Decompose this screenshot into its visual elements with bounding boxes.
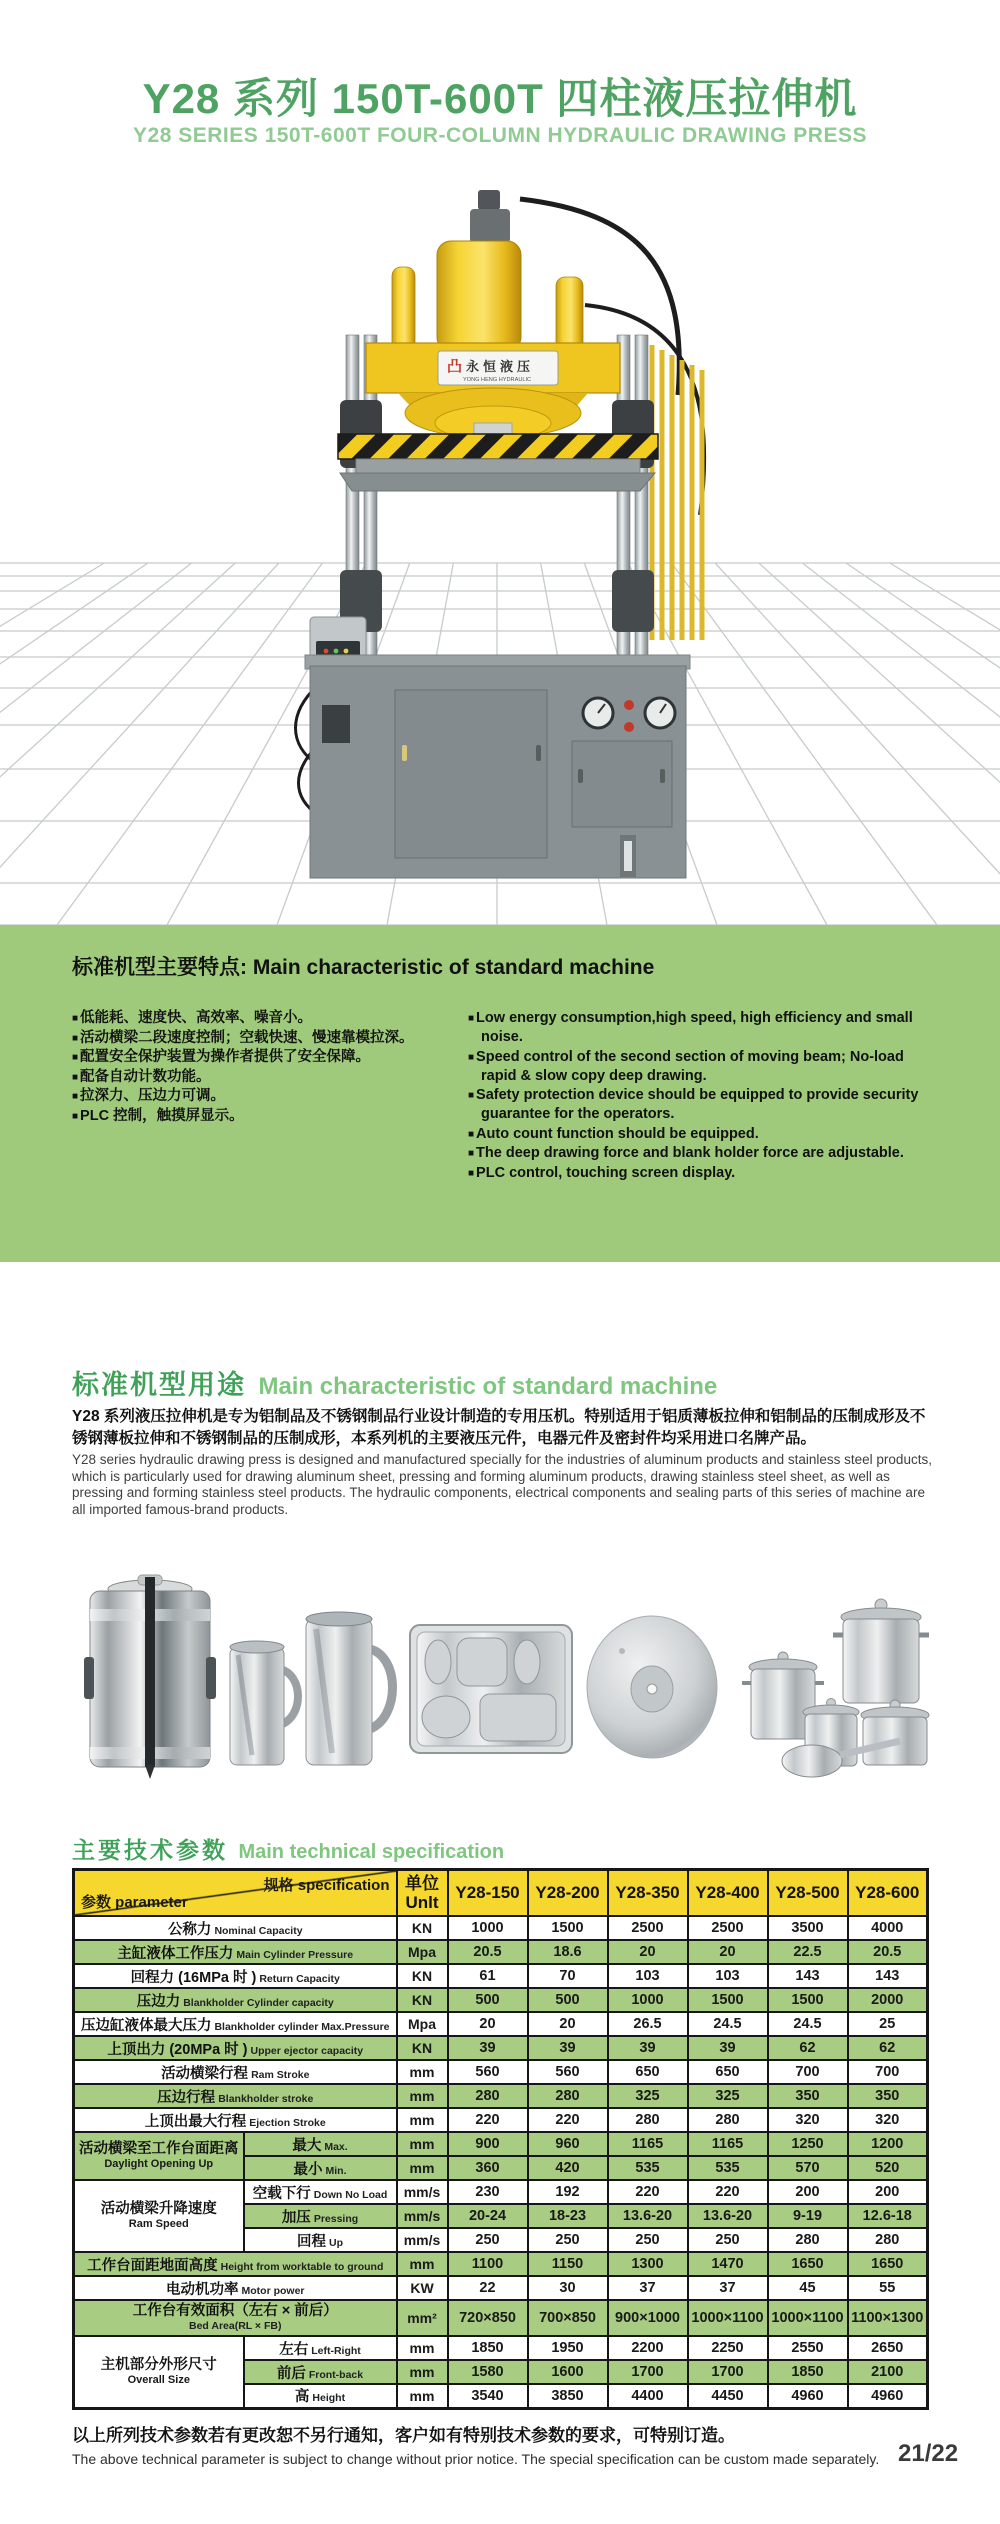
spec-value-cell: 200 — [848, 2180, 928, 2204]
spec-unit-cell: mm — [397, 2084, 448, 2108]
spec-value-cell: 650 — [608, 2060, 688, 2084]
spec-value-cell: 535 — [608, 2156, 688, 2180]
spec-unit-cell: mm/s — [397, 2180, 448, 2204]
spec-value-cell: 535 — [688, 2156, 768, 2180]
feature-item-cn: ■ 活动横梁二段速度控制；空载快速、慢速靠模拉深。 — [72, 1029, 414, 1046]
spec-value-cell: 350 — [848, 2084, 928, 2108]
bullet-square-icon: ■ — [72, 1052, 79, 1063]
spec-row — [74, 2180, 928, 2204]
spec-value-cell: 4000 — [848, 1916, 928, 1940]
feature-item-cn: ■ 配备自动计数功能。 — [72, 1068, 211, 1085]
spec-param-label: 左右 Left-Right — [244, 2336, 397, 2360]
spec-value-cell: 1100×1300 — [848, 2300, 928, 2336]
cabinet-door-main — [395, 690, 547, 858]
spec-value-cell: 1500 — [528, 1916, 608, 1940]
spec-unit-cell: Mpa — [397, 1940, 448, 1964]
spec-unit-cell: KN — [397, 1988, 448, 2012]
brand-name-en: YONG HENG HYDRAULIC — [463, 377, 532, 383]
spec-value-cell: 192 — [528, 2180, 608, 2204]
spec-value-cell: 1500 — [688, 1988, 768, 2012]
spec-value-cell: 55 — [848, 2276, 928, 2300]
spec-unit-cell: mm — [397, 2252, 448, 2276]
spec-row — [74, 2132, 928, 2156]
spec-title-en: Main technical specification — [238, 1841, 505, 1863]
spec-group-label: 主机部分外形尺寸 Overall Size — [74, 2336, 244, 2408]
spec-value-cell: 18-23 — [528, 2204, 608, 2228]
spec-unit-cell: mm — [397, 2384, 448, 2408]
spec-value-cell: 1850 — [448, 2336, 528, 2360]
spec-param-label: 回程力 (16MPa 时 ) Return Capacity — [74, 1964, 397, 1988]
spec-value-cell: 4960 — [848, 2384, 928, 2408]
feature-item-en: ■ PLC control, touching screen display. — [468, 1164, 736, 1181]
usage-paragraph-cn: Y28 系列液压拉伸机是专为铝制品及不锈钢制品行业设计制造的专用压机。特别适用于铝质薄板拉伸和铝制品的压制成形及不锈钢薄板拉伸和不锈钢制品的压制成形，本系列机的主要液压元件，电器元件及密封件均采用进口名牌产品。 — [72, 1408, 926, 1447]
spec-param-label: 最小 Min. — [244, 2156, 397, 2180]
spec-value-cell: 250 — [608, 2228, 688, 2252]
worktable — [340, 473, 655, 491]
spec-value-cell: 39 — [528, 2036, 608, 2060]
spec-value-cell: 700×850 — [528, 2300, 608, 2336]
spec-value-cell: 320 — [768, 2108, 848, 2132]
spec-value-cell: 900 — [448, 2132, 528, 2156]
spec-value-cell: 2500 — [688, 1916, 768, 1940]
spec-unit-cell: mm — [397, 2132, 448, 2156]
model-column-header: Y28-200 — [528, 1870, 608, 1917]
spec-value-cell: 20 — [528, 2012, 608, 2036]
spec-param-label: 回程 Up — [244, 2228, 397, 2252]
spec-value-cell: 280 — [688, 2108, 768, 2132]
spec-value-cell: 960 — [528, 2132, 608, 2156]
bullet-square-icon: ■ — [72, 1032, 79, 1044]
model-column-header: Y28-400 — [688, 1870, 768, 1917]
spec-value-cell: 4400 — [608, 2384, 688, 2408]
spec-unit-cell: KN — [397, 1916, 448, 1940]
product-pitcher-large — [306, 1612, 393, 1765]
spec-value-cell: 1000×1100 — [688, 2300, 768, 2336]
spec-value-cell: 350 — [768, 2084, 848, 2108]
spec-param-label: 主缸液体工作压力 Main Cylinder Pressure — [74, 1940, 397, 1964]
spec-value-cell: 280 — [448, 2084, 528, 2108]
spec-value-cell: 570 — [768, 2156, 848, 2180]
spec-value-cell: 360 — [448, 2156, 528, 2180]
spec-value-cell: 2000 — [848, 1988, 928, 2012]
spec-param-label: 上顶出力 (20MPa 时 ) Upper ejector capacity — [74, 2036, 397, 2060]
footer-note-cn: 以上所列技术参数若有更改恕不另行通知，客户如有特别技术参数的要求，可特别订造。 — [72, 2426, 735, 2445]
spec-param-label: 活动横梁行程 Ram Stroke — [74, 2060, 397, 2084]
spec-group-label: 活动横梁升降速度 Ram Speed — [74, 2180, 244, 2252]
machine-drawing — [296, 190, 705, 878]
spec-unit-cell: Mpa — [397, 2012, 448, 2036]
main-cylinder — [437, 241, 521, 351]
spec-value-cell: 26.5 — [608, 2012, 688, 2036]
spec-title-cn: 主要技术参数 — [72, 1837, 228, 1863]
spec-param-label: 压边缸液体最大压力 Blankholder cylinder Max.Pressure — [74, 2012, 397, 2036]
feature-item-cn: ■ 配置安全保护装置为操作者提供了安全保障。 — [72, 1049, 371, 1065]
spec-param-label: 压边行程 Blankholder stroke — [74, 2084, 397, 2108]
model-column-header: Y28-350 — [608, 1870, 688, 1917]
spec-value-cell: 3850 — [528, 2384, 608, 2408]
spec-value-cell: 45 — [768, 2276, 848, 2300]
spec-value-cell: 37 — [688, 2276, 768, 2300]
feature-item-en: ■ Safety protection device should be equipped to provide security guarantee for the operators. — [468, 1087, 919, 1122]
spec-value-cell: 62 — [768, 2036, 848, 2060]
spec-value-cell: 220 — [688, 2180, 768, 2204]
spec-corner-cell — [74, 1870, 397, 1917]
spec-row — [74, 2252, 928, 2276]
brand-logo-icon: 凸 — [447, 358, 463, 375]
spec-value-cell: 1650 — [848, 2252, 928, 2276]
product-insulated-barrel — [84, 1575, 216, 1779]
spec-value-cell: 1300 — [608, 2252, 688, 2276]
spec-param-label: 公称力 Nominal Capacity — [74, 1916, 397, 1940]
spec-value-cell: 1100 — [448, 2252, 528, 2276]
spec-value-cell: 200 — [768, 2180, 848, 2204]
brand-nameplate — [438, 351, 558, 385]
page-title: Y28 系列 150T-600T 四柱液压拉伸机 — [142, 75, 858, 122]
spec-value-cell: 520 — [848, 2156, 928, 2180]
spec-unit-cell: mm/s — [397, 2228, 448, 2252]
features-title-cn: 标准机型主要特点: — [72, 956, 247, 979]
spec-unit-cell: KW — [397, 2276, 448, 2300]
bullet-square-icon: ■ — [72, 1091, 79, 1102]
spec-value-cell: 1165 — [688, 2132, 768, 2156]
usage-title-cn: 标准机型用途 — [72, 1370, 246, 1400]
spec-value-cell: 220 — [608, 2180, 688, 2204]
bullet-square-icon: ■ — [468, 1090, 475, 1101]
product-photos — [0, 1565, 1000, 1790]
spec-value-cell: 62 — [848, 2036, 928, 2060]
feature-item-cn: ■ PLC 控制，触摸屏显示。 — [72, 1107, 244, 1124]
spec-unit-cell: mm — [397, 2156, 448, 2180]
spec-param-label: 最大 Max. — [244, 2132, 397, 2156]
side-cylinder-right — [556, 277, 583, 351]
spec-value-cell: 1600 — [528, 2360, 608, 2384]
spec-value-cell: 280 — [848, 2228, 928, 2252]
spec-param-label: 压边力 Blankholder Cylinder capacity — [74, 1988, 397, 2012]
product-compartment-tray — [410, 1625, 572, 1753]
cabinet-door-right — [572, 741, 672, 827]
features-section — [0, 925, 1000, 1262]
feature-item-cn: ■ 拉深力、压边力可调。 — [72, 1088, 226, 1104]
bullet-square-icon: ■ — [468, 1128, 475, 1140]
spec-param-label: 工作台面距地面高度 Height from worktable to ground — [74, 2252, 397, 2276]
spec-row — [74, 2060, 928, 2084]
spec-param-label: 上顶出最大行程 Ejection Stroke — [74, 2108, 397, 2132]
red-button — [624, 722, 634, 732]
feature-item-en: ■ Low energy consumption,high speed, high efficiency and small noise. — [468, 1010, 913, 1045]
spec-value-cell: 37 — [608, 2276, 688, 2300]
spec-value-cell: 650 — [688, 2060, 768, 2084]
spec-value-cell: 24.5 — [688, 2012, 768, 2036]
spec-value-cell: 1850 — [768, 2360, 848, 2384]
spec-unit-cell: mm — [397, 2060, 448, 2084]
spec-value-cell: 250 — [528, 2228, 608, 2252]
spec-param-label: 加压 Pressing — [244, 2204, 397, 2228]
spec-value-cell: 143 — [768, 1964, 848, 1988]
spec-value-cell: 13.6-20 — [688, 2204, 768, 2228]
spec-section-title — [72, 1832, 504, 1865]
spec-value-cell: 103 — [688, 1964, 768, 1988]
page-number: 21/22 — [898, 2440, 959, 2467]
spec-value-cell: 1165 — [608, 2132, 688, 2156]
spec-value-cell: 2100 — [848, 2360, 928, 2384]
spec-value-cell: 18.6 — [528, 1940, 608, 1964]
spec-value-cell: 30 — [528, 2276, 608, 2300]
spec-value-cell: 280 — [608, 2108, 688, 2132]
features-list-cn — [72, 1009, 462, 1126]
spec-value-cell: 900×1000 — [608, 2300, 688, 2336]
spec-row — [74, 2108, 928, 2132]
spec-row — [74, 2084, 928, 2108]
spec-value-cell: 1150 — [528, 2252, 608, 2276]
spec-value-cell: 39 — [688, 2036, 768, 2060]
spec-value-cell: 20.5 — [848, 1940, 928, 1964]
spec-value-cell: 280 — [528, 2084, 608, 2108]
spec-unit-cell: mm — [397, 2108, 448, 2132]
spec-unit-cell: mm — [397, 2360, 448, 2384]
spec-value-cell: 20.5 — [448, 1940, 528, 1964]
bullet-square-icon: ■ — [72, 1013, 79, 1024]
spec-value-cell: 1700 — [608, 2360, 688, 2384]
bullet-square-icon: ■ — [72, 1071, 79, 1083]
spec-value-cell: 1580 — [448, 2360, 528, 2384]
spec-table-header — [74, 1870, 928, 1917]
model-column-header: Y28-600 — [848, 1870, 928, 1917]
spec-value-cell: 20 — [688, 1940, 768, 1964]
feature-item-en: ■ The deep drawing force and blank holder force are adjustable. — [468, 1145, 904, 1161]
top-fitting — [478, 190, 500, 210]
cabinet-vent — [322, 705, 350, 743]
spec-row — [74, 1988, 928, 2012]
spec-value-cell: 250 — [448, 2228, 528, 2252]
spec-param-label: 高 Height — [244, 2384, 397, 2408]
spec-value-cell: 700 — [848, 2060, 928, 2084]
spec-value-cell: 70 — [528, 1964, 608, 1988]
spec-value-cell: 1000 — [448, 1916, 528, 1940]
spec-value-cell: 220 — [528, 2108, 608, 2132]
spec-value-cell: 1470 — [688, 2252, 768, 2276]
spec-unit-cell: mm — [397, 2336, 448, 2360]
bullet-square-icon: ■ — [468, 1167, 475, 1179]
spec-value-cell: 320 — [848, 2108, 928, 2132]
spec-value-cell: 1000×1100 — [768, 2300, 848, 2336]
spec-row — [74, 2012, 928, 2036]
spec-value-cell: 230 — [448, 2180, 528, 2204]
machine-cabinet — [305, 655, 690, 878]
spec-value-cell: 1950 — [528, 2336, 608, 2360]
model-column-header: Y28-500 — [768, 1870, 848, 1917]
spec-value-cell: 2650 — [848, 2336, 928, 2360]
moving-platen — [356, 459, 640, 473]
spec-value-cell: 103 — [608, 1964, 688, 1988]
spec-row — [74, 2300, 928, 2336]
spec-value-cell: 39 — [448, 2036, 528, 2060]
spec-value-cell: 560 — [448, 2060, 528, 2084]
spec-value-cell: 560 — [528, 2060, 608, 2084]
footer-note-en: The above technical parameter is subject to change without prior notice. The special specification can be custom made separately. — [72, 2451, 880, 2467]
bullet-square-icon: ■ — [468, 1051, 475, 1063]
bullet-square-icon: ■ — [72, 1110, 79, 1122]
feature-item-en: ■ Speed control of the second section of moving beam; No-load rapid & slow copy deep drawing. — [468, 1048, 904, 1084]
spec-value-cell: 12.6-18 — [848, 2204, 928, 2228]
spec-value-cell: 1200 — [848, 2132, 928, 2156]
spec-value-cell: 39 — [608, 2036, 688, 2060]
spec-value-cell: 1250 — [768, 2132, 848, 2156]
spec-value-cell: 250 — [688, 2228, 768, 2252]
usage-title-en: Main characteristic of standard machine — [258, 1373, 718, 1400]
spec-value-cell: 500 — [448, 1988, 528, 2012]
spec-value-cell: 25 — [848, 2012, 928, 2036]
spec-value-cell: 20 — [608, 1940, 688, 1964]
red-button — [624, 700, 634, 710]
feature-item-cn: ■ 低能耗、速度快、高效率、噪音小。 — [72, 1010, 313, 1026]
spec-value-cell: 61 — [448, 1964, 528, 1988]
spec-param-label: 工作台有效面积（左右 × 前后） Bed Area(RL × FB) — [74, 2300, 397, 2336]
spec-value-cell: 325 — [688, 2084, 768, 2108]
spec-param-label: 空载下行 Down No Load — [244, 2180, 397, 2204]
features-list-en — [468, 1009, 930, 1183]
side-cylinder-left — [392, 267, 415, 351]
bullet-square-icon: ■ — [468, 1148, 475, 1159]
spec-value-cell: 9-19 — [768, 2204, 848, 2228]
machine-photo — [0, 185, 1000, 925]
spec-unit-cell: mm/s — [397, 2204, 448, 2228]
features-title-en: Main characteristic of standard machine — [252, 956, 655, 979]
spec-row — [74, 2276, 928, 2300]
spec-unit-cell: mm² — [397, 2300, 448, 2336]
model-column-header: Y28-150 — [448, 1870, 528, 1917]
usage-section-title — [72, 1363, 952, 1402]
product-disc-blank — [587, 1616, 717, 1758]
spec-value-cell: 3500 — [768, 1916, 848, 1940]
spec-row — [74, 1916, 928, 1940]
feature-item-en: ■ Auto count function should be equipped. — [468, 1125, 759, 1142]
spec-table — [72, 1868, 929, 2410]
spec-value-cell: 325 — [608, 2084, 688, 2108]
spec-param-label: 前后 Front-back — [244, 2360, 397, 2384]
spec-value-cell: 1700 — [688, 2360, 768, 2384]
spec-group-label: 活动横梁至工作台面距离 Daylight Opening Up — [74, 2132, 244, 2180]
product-mug-small — [230, 1641, 298, 1765]
spec-row — [74, 1964, 928, 1988]
spec-unit-cell: KN — [397, 1964, 448, 1988]
spec-value-cell: 24.5 — [768, 2012, 848, 2036]
spec-value-cell: 220 — [448, 2108, 528, 2132]
corner-spec-label: 规格 specification — [263, 1877, 390, 1894]
page-subtitle: Y28 SERIES 150T-600T FOUR-COLUMN HYDRAULIC DRAWING PRESS — [133, 124, 867, 147]
corner-param-label: 参数 parameter — [81, 1894, 188, 1911]
spec-value-cell: 700 — [768, 2060, 848, 2084]
brand-name-cn: 永恒液压 — [466, 359, 535, 374]
spec-value-cell: 4450 — [688, 2384, 768, 2408]
spec-value-cell: 1650 — [768, 2252, 848, 2276]
spec-value-cell: 2250 — [688, 2336, 768, 2360]
spec-value-cell: 420 — [528, 2156, 608, 2180]
spec-row — [74, 1940, 928, 1964]
cylinder-neck — [470, 209, 510, 243]
features-title — [72, 951, 654, 981]
spec-value-cell: 4960 — [768, 2384, 848, 2408]
spec-value-cell: 280 — [768, 2228, 848, 2252]
usage-paragraph-en: Y28 series hydraulic drawing press is designed and manufactured specially for the industries of aluminum products and stainless steel products, which is particularly used for drawing aluminum sheet, pressing and forming aluminum products, drawing stainless steel sheet, as well as pressing and forming stainless steel products. The hydraulic components, electrical components and sealing parts of this series of machine are all imported famous-brand products. — [72, 1452, 932, 1517]
spec-value-cell: 22.5 — [768, 1940, 848, 1964]
spec-value-cell: 2200 — [608, 2336, 688, 2360]
spec-value-cell: 20 — [448, 2012, 528, 2036]
spec-value-cell: 143 — [848, 1964, 928, 1988]
spec-value-cell: 720×850 — [448, 2300, 528, 2336]
spec-value-cell: 1000 — [608, 1988, 688, 2012]
unit-column-header: 单位 Unlt — [397, 1870, 448, 1917]
spec-param-label: 电动机功率 Motor power — [74, 2276, 397, 2300]
hazard-striped-beam — [338, 434, 658, 459]
spec-value-cell: 2500 — [608, 1916, 688, 1940]
spec-unit-cell: KN — [397, 2036, 448, 2060]
spec-value-cell: 3540 — [448, 2384, 528, 2408]
spec-row — [74, 2336, 928, 2360]
spec-value-cell: 1500 — [768, 1988, 848, 2012]
spec-value-cell: 2550 — [768, 2336, 848, 2360]
product-pot-set — [742, 1599, 929, 1777]
spec-row — [74, 2036, 928, 2060]
spec-value-cell: 500 — [528, 1988, 608, 2012]
spec-value-cell: 13.6-20 — [608, 2204, 688, 2228]
spec-value-cell: 22 — [448, 2276, 528, 2300]
bullet-square-icon: ■ — [468, 1013, 475, 1024]
spec-value-cell: 20-24 — [448, 2204, 528, 2228]
